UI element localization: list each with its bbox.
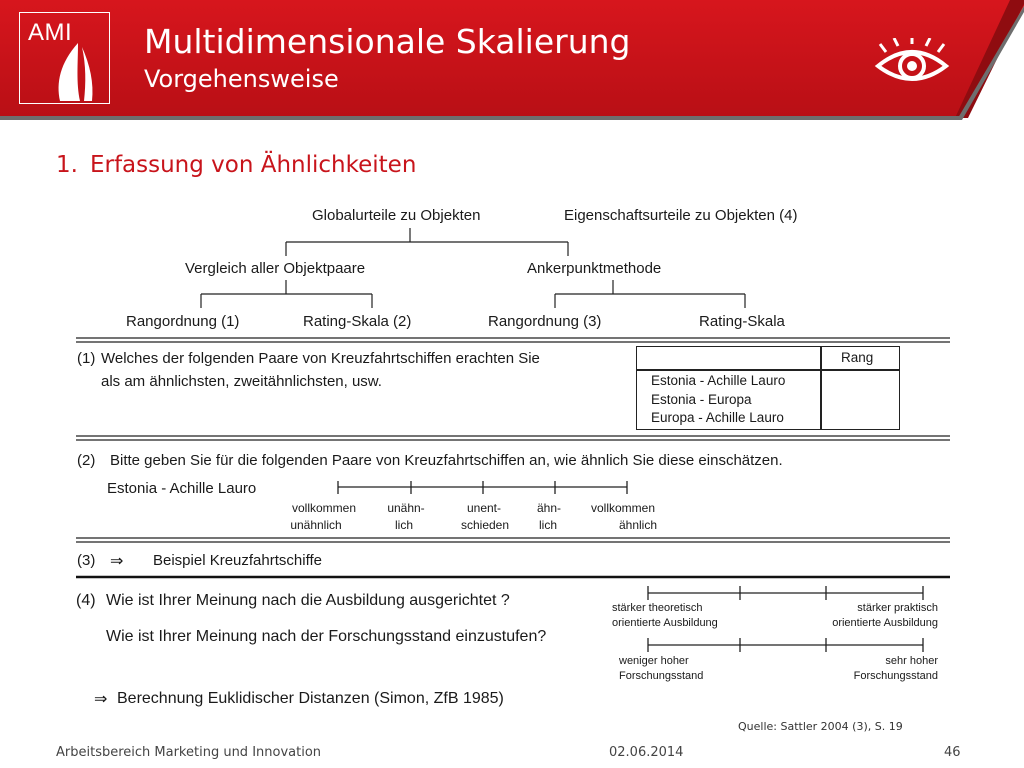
q1-label: (1) bbox=[77, 350, 96, 367]
rank-table bbox=[636, 346, 900, 430]
page-title: Multidimensionale Skalierung bbox=[144, 22, 631, 61]
scale2-right-label: sehr hoher bbox=[885, 655, 938, 667]
tree-leaf: Rating-Skala (2) bbox=[303, 313, 412, 330]
q2-text: Bitte geben Sie für die folgenden Paare von Kreuzfahrtschiffen an, wie ähnlich Sie diese einschätzen. bbox=[110, 452, 783, 469]
rank-table-divider bbox=[820, 347, 822, 429]
q1-line2: als am ähnlichsten, zweitähnlichsten, usw. bbox=[101, 373, 382, 390]
page-subtitle: Vorgehensweise bbox=[144, 65, 339, 93]
scale2-left-label: weniger hoher bbox=[619, 655, 689, 667]
scale-label-top: vollkommen bbox=[590, 501, 656, 515]
scale1-right-label: orientierte Ausbildung bbox=[832, 617, 938, 629]
q3-text: Beispiel Kreuzfahrtschiffe bbox=[153, 552, 322, 569]
conclusion-text: Berechnung Euklidischer Distanzen (Simon, ZfB 1985) bbox=[117, 690, 504, 707]
section-heading-text: Erfassung von Ähnlichkeiten bbox=[89, 152, 417, 178]
q2-pair: Estonia - Achille Lauro bbox=[107, 480, 257, 497]
tree-leaf: Rating-Skala bbox=[699, 313, 785, 330]
arrow-icon: ⇒ bbox=[94, 691, 108, 708]
tree-root: Globalurteile zu Objekten bbox=[312, 207, 481, 224]
scale1-left-label: stärker theoretisch bbox=[612, 602, 703, 614]
scale-label-top: unent- bbox=[466, 501, 502, 515]
scale-label-bottom: unähnlich bbox=[290, 518, 342, 532]
q1-line1: Welches der folgenden Paare von Kreuzfahrtschiffen erachten Sie bbox=[101, 350, 540, 367]
q4-question1: Wie ist Ihrer Meinung nach die Ausbildung ausgerichtet ? bbox=[106, 592, 510, 609]
q2-label: (2) bbox=[77, 452, 96, 469]
tree-branch-left: Vergleich aller Objektpaare bbox=[185, 260, 366, 277]
scale-label-bottom: lich bbox=[538, 518, 558, 532]
tree-leaf: Rangordnung (3) bbox=[488, 313, 602, 330]
scale-label-bottom: ähnlich bbox=[618, 518, 658, 532]
tree-leaf: Rangordnung (1) bbox=[126, 313, 240, 330]
rank-table-header: Rang bbox=[841, 350, 874, 365]
footer-page-number: 46 bbox=[944, 745, 961, 760]
tree-branch-right: Ankerpunktmethode bbox=[527, 260, 662, 277]
section-number: 1. bbox=[56, 152, 78, 178]
arrow-icon: ⇒ bbox=[110, 553, 124, 570]
scale-label-bottom: schieden bbox=[460, 518, 510, 532]
scale-label-top: unähn- bbox=[387, 501, 425, 515]
scale2-left-label: Forschungsstand bbox=[619, 670, 704, 682]
scale-label-top: vollkommen bbox=[291, 501, 357, 515]
rank-table-header-line bbox=[637, 369, 899, 371]
tree-root-alt: Eigenschaftsurteile zu Objekten (4) bbox=[564, 207, 798, 224]
source-citation: Quelle: Sattler 2004 (3), S. 19 bbox=[738, 720, 903, 733]
rank-table-pair: Europa - Achille Lauro bbox=[651, 410, 784, 425]
footer-department: Arbeitsbereich Marketing und Innovation bbox=[56, 745, 322, 760]
scale1-right-label: stärker praktisch bbox=[857, 602, 938, 614]
footer-date: 02.06.2014 bbox=[609, 745, 684, 760]
q4-question2: Wie ist Ihrer Meinung nach der Forschungsstand einzustufen? bbox=[106, 628, 547, 645]
rank-table-pair: Estonia - Achille Lauro bbox=[651, 373, 786, 388]
logo-text: AMI bbox=[28, 19, 73, 46]
scale2-right-label: Forschungsstand bbox=[853, 670, 938, 682]
q3-label: (3) bbox=[77, 552, 96, 569]
scale1-left-label: orientierte Ausbildung bbox=[612, 617, 718, 629]
q4-label: (4) bbox=[76, 592, 96, 609]
scale-label-top: ähn- bbox=[536, 501, 562, 515]
rank-table-pair: Estonia - Europa bbox=[651, 392, 752, 407]
scale-label-bottom: lich bbox=[394, 518, 414, 532]
